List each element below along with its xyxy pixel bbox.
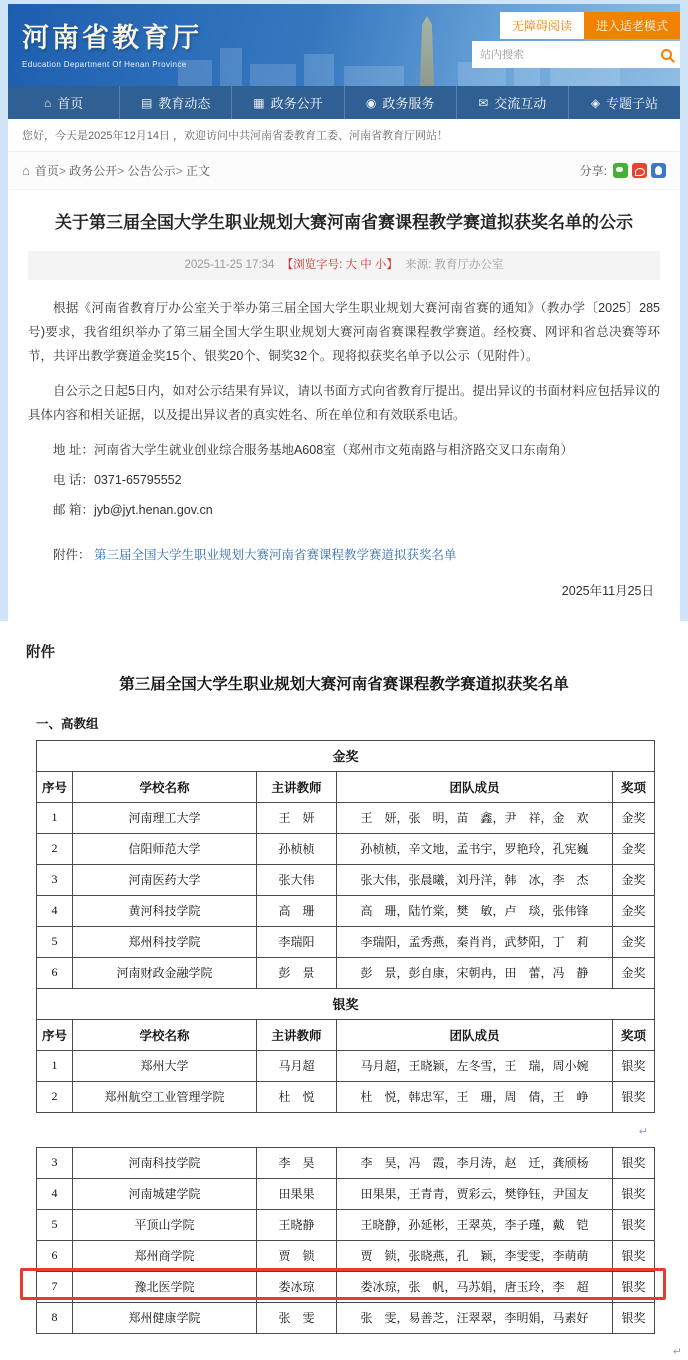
cell-no: 4 — [37, 895, 73, 926]
contact-address: 地 址：河南省大学生就业创业综合服务基地A608室（郑州市文苑南路与相济路交叉口东南角） — [53, 443, 574, 458]
breadcrumb-disclosure[interactable]: > 政务公开 — [59, 162, 117, 179]
award-section-label: 银奖 — [37, 988, 655, 1019]
cell-school: 郑州科技学院 — [73, 926, 257, 957]
share-weibo-icon[interactable] — [632, 163, 647, 178]
nav-item-government-services[interactable] — [344, 86, 456, 119]
page-upper-area — [0, 0, 688, 621]
cell-teacher: 贾 锁 — [257, 1240, 337, 1271]
main-navigation — [8, 86, 680, 119]
nav-label: 交流互动 — [494, 96, 547, 111]
nav-item-special-subsites[interactable] — [568, 86, 680, 119]
award-table-row — [37, 957, 655, 988]
cell-no: 6 — [37, 1240, 73, 1271]
award-table-part2 — [36, 1147, 655, 1334]
nav-label: 政务服务 — [382, 96, 435, 111]
cell-team: 贾 锁，张晓燕，孔 颖，李雯雯，李萌萌 — [337, 1240, 613, 1271]
award-table-row — [37, 1271, 655, 1302]
column-header: 序号 — [37, 771, 73, 802]
column-header: 奖项 — [613, 1019, 655, 1050]
cell-teacher: 马月超 — [257, 1050, 337, 1081]
article-paragraph: 自公示之日起5日内，如对公示结果有异议，请以书面方式向省教育厅提出。提出异议的书面材料应包括异议的具体内容和相关证据，以及提出异议者的真实姓名、所在单位和有效联系电话。 — [28, 383, 660, 422]
cell-teacher: 娄冰琼 — [257, 1271, 337, 1302]
site-banner — [8, 4, 680, 86]
cell-school: 黄河科技学院 — [73, 895, 257, 926]
cell-team: 王 妍，张 明，苗 鑫，尹 祥，金 欢 — [337, 802, 613, 833]
article — [8, 190, 680, 621]
contact-phone: 电 话：0371-65795552 — [53, 473, 182, 488]
site-search-box — [472, 41, 680, 68]
search-input[interactable] — [480, 49, 661, 61]
award-table-row — [37, 1240, 655, 1271]
article-meta-bar — [28, 251, 660, 280]
cell-award: 金奖 — [613, 895, 655, 926]
cell-award: 金奖 — [613, 926, 655, 957]
award-section-row — [37, 740, 655, 771]
paragraph-return-mark: ↵ — [672, 1345, 682, 1358]
cell-team: 娄冰琼，张 帆，马苏娟，唐玉玲，李 超 — [337, 1271, 613, 1302]
cell-no: 3 — [37, 1147, 73, 1178]
cell-team: 王晓静，孙延彬，王翠英，李子瑾，戴 铠 — [337, 1209, 613, 1240]
attachment-link[interactable]: 第三届全国大学生职业规划大赛河南省赛课程教学赛道拟获奖名单 — [94, 547, 457, 562]
cell-award: 金奖 — [613, 864, 655, 895]
column-header: 团队成员 — [337, 771, 613, 802]
chat-icon: ✉ — [478, 95, 489, 110]
nav-item-home[interactable] — [8, 86, 119, 119]
cell-teacher: 李瑞阳 — [257, 926, 337, 957]
cell-award: 银奖 — [613, 1050, 655, 1081]
cell-school: 信阳师范大学 — [73, 833, 257, 864]
document-icon: ▦ — [253, 95, 265, 110]
cell-team: 李瑞阳，孟秀燕，秦肖肖，武梦阳，丁 莉 — [337, 926, 613, 957]
cell-no: 1 — [37, 1050, 73, 1081]
column-header: 学校名称 — [73, 771, 257, 802]
article-source: 来源: 教育厅办公室 — [405, 258, 504, 271]
cell-teacher: 李 昊 — [257, 1147, 337, 1178]
search-icon[interactable] — [661, 49, 672, 60]
cell-school: 郑州航空工业管理学院 — [73, 1081, 257, 1112]
article-date: 2025年11月25日 — [561, 583, 654, 598]
building-shape — [550, 68, 620, 86]
cell-award: 银奖 — [613, 1302, 655, 1333]
cell-no: 7 — [37, 1271, 73, 1302]
page-title: 关于第三届全国大学生职业规划大赛河南省赛课程教学赛道拟获奖名单的公示 — [55, 213, 633, 232]
cell-team: 杜 悦，韩忠军，王 珊，周 倩，王 峥 — [337, 1081, 613, 1112]
nav-item-interaction[interactable] — [456, 86, 568, 119]
news-icon: ▤ — [141, 95, 153, 110]
cell-no: 6 — [37, 957, 73, 988]
site-title: 河南省教育厅 — [22, 23, 202, 53]
accessibility-reading-button[interactable]: 无障碍阅读 — [500, 12, 584, 39]
cell-no: 4 — [37, 1178, 73, 1209]
award-table-part1 — [36, 740, 655, 1113]
attachment-label: 附件： — [53, 547, 91, 562]
column-header: 主讲教师 — [257, 771, 337, 802]
breadcrumb-home[interactable]: 首页 — [34, 164, 59, 178]
cell-teacher: 杜 悦 — [257, 1081, 337, 1112]
home-icon: ⌂ — [43, 95, 52, 110]
building-shape — [304, 54, 334, 86]
cell-school: 河南科技学院 — [73, 1147, 257, 1178]
cell-award: 金奖 — [613, 802, 655, 833]
nav-label: 政务公开 — [270, 96, 323, 111]
cell-award: 银奖 — [613, 1209, 655, 1240]
cell-no: 1 — [37, 802, 73, 833]
nav-label: 教育动态 — [158, 96, 211, 111]
column-header: 主讲教师 — [257, 1019, 337, 1050]
building-shape — [250, 64, 296, 86]
cell-award: 银奖 — [613, 1240, 655, 1271]
nav-label: 专题子站 — [606, 96, 659, 111]
nav-item-education-news[interactable] — [119, 86, 231, 119]
cell-school: 豫北医学院 — [73, 1271, 257, 1302]
award-table-row — [37, 1178, 655, 1209]
group-heading-higher-education: 一、高教组 — [36, 716, 99, 731]
cell-teacher: 高 珊 — [257, 895, 337, 926]
cell-team: 张大伟，张晨曦，刘丹洋，韩 冰，李 杰 — [337, 864, 613, 895]
publish-datetime: 2025-11-25 17:34 — [184, 258, 275, 271]
cell-school: 河南理工大学 — [73, 802, 257, 833]
cell-no: 2 — [37, 1081, 73, 1112]
award-table-row — [37, 1209, 655, 1240]
column-header: 奖项 — [613, 771, 655, 802]
greeting-bar: 您好，今天是2025年12月14日 ，欢迎访问中共河南省委教育工委、河南省教育厅网站！ — [8, 119, 680, 152]
breadcrumb-announcements[interactable]: > 公告公示 — [117, 162, 175, 179]
cell-teacher: 王晓静 — [257, 1209, 337, 1240]
column-header: 团队成员 — [337, 1019, 613, 1050]
zhengzhou-tower-image — [420, 16, 434, 86]
award-table-row — [37, 833, 655, 864]
attachment-document-preview — [0, 621, 688, 1360]
cell-teacher: 张 雯 — [257, 1302, 337, 1333]
award-table-row — [37, 895, 655, 926]
cell-school: 郑州健康学院 — [73, 1302, 257, 1333]
cell-award: 银奖 — [613, 1178, 655, 1209]
nav-item-government-disclosure[interactable] — [231, 86, 343, 119]
cell-school: 河南城建学院 — [73, 1178, 257, 1209]
cell-team: 李 昊，冯 霞，李月涛，赵 迁，龚颀杨 — [337, 1147, 613, 1178]
font-size-switcher[interactable]: 【浏览字号: 大 中 小】 — [281, 258, 398, 271]
cell-teacher: 孙桢桢 — [257, 833, 337, 864]
building-shape — [220, 48, 242, 86]
award-table-row — [37, 926, 655, 957]
cell-school: 河南医药大学 — [73, 864, 257, 895]
award-table-row — [37, 864, 655, 895]
attachment-line — [28, 545, 660, 563]
column-header: 序号 — [37, 1019, 73, 1050]
cell-award: 银奖 — [613, 1271, 655, 1302]
award-table-row — [37, 1050, 655, 1081]
cell-award: 金奖 — [613, 957, 655, 988]
paragraph-return-mark: ↵ — [638, 1125, 648, 1138]
share-label: 分享: — [579, 164, 607, 178]
cell-teacher: 王 妍 — [257, 802, 337, 833]
cell-team: 马月超，王晓颖，左冬雪，王 瑞，周小婉 — [337, 1050, 613, 1081]
service-icon: ◉ — [365, 95, 377, 110]
cell-school: 郑州大学 — [73, 1050, 257, 1081]
cell-no: 2 — [37, 833, 73, 864]
attachment-title: 第三届全国大学生职业规划大赛河南省赛课程教学赛道拟获奖名单 — [119, 675, 569, 693]
breadcrumb — [8, 152, 680, 190]
cell-team: 田果果，王青青，贾彩云，樊铮钰，尹国友 — [337, 1178, 613, 1209]
contact-email: 邮 箱：jyb@jyt.henan.gov.cn — [53, 502, 213, 517]
cell-team: 彭 景，彭自康，宋朝冉，田 蕾，冯 静 — [337, 957, 613, 988]
cell-school: 郑州商学院 — [73, 1240, 257, 1271]
share-qq-icon[interactable] — [651, 163, 666, 178]
award-table-row — [37, 1081, 655, 1112]
building-shape — [344, 66, 404, 86]
cell-no: 5 — [37, 1209, 73, 1240]
cell-teacher: 张大伟 — [257, 864, 337, 895]
award-section-label: 金奖 — [37, 740, 655, 771]
award-table-row — [37, 802, 655, 833]
attachment-heading: 附件 — [26, 644, 55, 661]
award-table-row — [37, 1147, 655, 1178]
elder-mode-button[interactable]: 进入适老模式 — [584, 12, 680, 39]
site-logo — [22, 16, 202, 69]
cell-award: 银奖 — [613, 1081, 655, 1112]
cell-school: 河南财政金融学院 — [73, 957, 257, 988]
award-table-silver-continued-wrap — [36, 1125, 654, 1334]
cell-award: 金奖 — [613, 833, 655, 864]
site-title-english: Education Department Of Henan Province — [22, 60, 187, 69]
cell-teacher: 彭 景 — [257, 957, 337, 988]
award-table-header-row — [37, 1019, 655, 1050]
cell-school: 平顶山学院 — [73, 1209, 257, 1240]
cell-no: 5 — [37, 926, 73, 957]
share-wechat-icon[interactable] — [613, 163, 628, 178]
cell-teacher: 田果果 — [257, 1178, 337, 1209]
cell-no: 8 — [37, 1302, 73, 1333]
cell-team: 张 雯，易善芝，汪翠翠，李明娟，马素好 — [337, 1302, 613, 1333]
award-table-row — [37, 1302, 655, 1333]
cell-team: 高 珊，陆竹棠，樊 敏，卢 琰，张伟锋 — [337, 895, 613, 926]
article-paragraph: 根据《河南省教育厅办公室关于举办第三届全国大学生职业规划大赛河南省赛的通知》（教办学〔2025〕285号)要求，我省组织举办了第三届全国大学生职业规划大赛河南省赛课程教学赛道。经校赛、网评和省总决赛等环节，共评出教学赛道金奖15个、银奖20个、铜奖32个。现将拟获奖名单予以公示（见附件）。 — [28, 300, 660, 364]
award-table-header-row — [37, 771, 655, 802]
cell-no: 3 — [37, 864, 73, 895]
award-section-row — [37, 988, 655, 1019]
cell-team: 孙桢桢，辛文地，孟书宇，罗艳玲，孔宪巍 — [337, 833, 613, 864]
breadcrumb-current: > 正文 — [176, 162, 210, 179]
subsite-icon: ◈ — [590, 95, 601, 110]
column-header: 学校名称 — [73, 1019, 257, 1050]
nav-label: 首页 — [57, 96, 84, 111]
award-table-gold-silver-wrap — [36, 740, 654, 1113]
home-icon: ⌂ — [22, 163, 30, 178]
cell-award: 银奖 — [613, 1147, 655, 1178]
